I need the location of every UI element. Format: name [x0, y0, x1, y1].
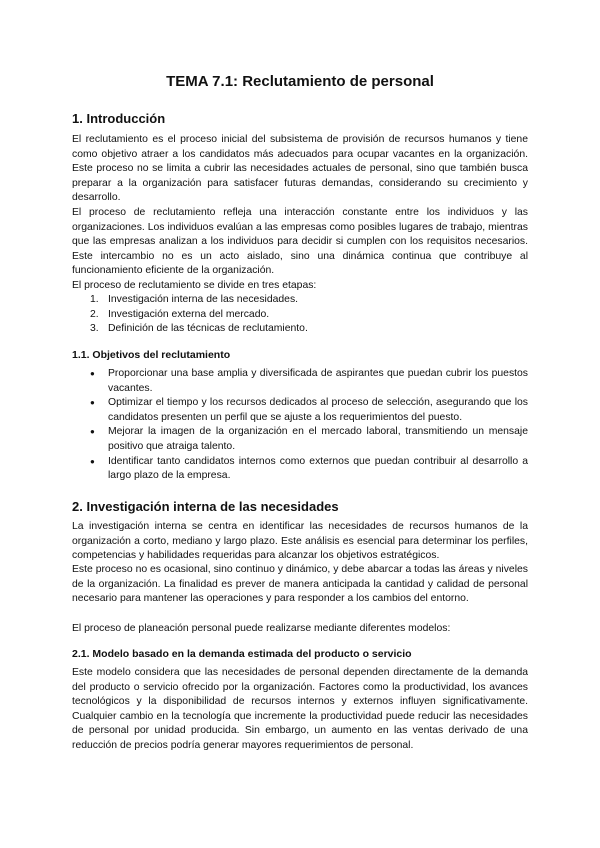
- list-item: [72, 455, 528, 484]
- list-item: [72, 396, 528, 425]
- intro-paragraph-1: El reclutamiento es el proceso inicial del subsistema de provisión de recursos humanos y tiene como objetivo atraer a los candidatos más adecuados para ocupar vacantes en la organización. Este proceso no se limita a cubrir las necesidades actuales de personal, sino que también busca preparar a la organización para satisfacer futuras demandas, considerando su crecimiento y desarrollo.: [72, 134, 528, 204]
- intro-paragraph-3: El proceso de reclutamiento se divide en tres etapas:: [72, 280, 317, 291]
- list-item-text: Definición de las técnicas de reclutamiento.: [108, 323, 308, 335]
- bullet-icon: ●: [90, 398, 95, 408]
- list-item-text: Mejorar la imagen de la organización en el mercado laboral, transmitiendo un mensaje positivo que atraiga talento.: [108, 426, 528, 452]
- internal-paragraph-1: La investigación interna se centra en identificar las necesidades de recursos humanos de la organización a corto, mediano y largo plazo. Este análisis es esencial para determinar los perfiles, competencias y habilidades requeridas para alcanzar los objetivos estratégicos.: [72, 521, 528, 562]
- subsection-heading-modelo: 2.1. Modelo basado en la demanda estimada del producto o servicio: [72, 648, 412, 660]
- list-item: [72, 322, 528, 337]
- internal-paragraph-3: El proceso de planeación personal puede realizarse mediante diferentes modelos:: [72, 623, 451, 634]
- objectives-list: [72, 367, 528, 484]
- model-paragraph-1: Este modelo considera que las necesidades de personal dependen directamente de la demanda del producto o servicio ofrecido por la organización. Factores como la productividad, los avances tecnológicos y la disponibilidad de recursos internos y externos influyen significativamente. Cualquier cambio en la tecnología que incremente la productividad puede reducir las necesidades de personal por unidad producida. Sin embargo, un aumento en las ventas derivado de una reducción de precios podría generar mayores requerimientos de personal.: [72, 667, 528, 751]
- bullet-icon: ●: [90, 369, 95, 378]
- list-item: [72, 308, 528, 323]
- bullet-icon: ●: [90, 456, 95, 466]
- document-title: TEMA 7.1: Reclutamiento de personal: [166, 73, 434, 90]
- subsection-heading-objetivos: 1.1. Objetivos del reclutamiento: [72, 349, 231, 361]
- list-item-text: Identificar tanto candidatos internos como externos que puedan contribuir al desarrollo a largo plazo de la empresa.: [108, 455, 528, 482]
- list-item-text: Optimizar el tiempo y los recursos dedicados al proceso de selección, asegurando que los candidatos presenten un perfil que se ajuste a los requerimientos del puesto.: [108, 397, 528, 423]
- list-number: 1.: [90, 294, 99, 305]
- internal-paragraph-2: Este proceso no es ocasional, sino continuo y dinámico, y debe abarcar a todas las áreas y niveles de la organización. La finalidad es prever de manera anticipada la cantidad y calidad de personal necesario para mantener las operaciones y para responder a los cambios del entorno.: [72, 564, 528, 605]
- list-item: [72, 425, 528, 454]
- list-item-text: Investigación externa del mercado.: [108, 308, 270, 320]
- list-number: 2.: [90, 308, 99, 320]
- section-heading-investigacion-interna: 2. Investigación interna de las necesidades: [72, 499, 339, 514]
- bullet-icon: ●: [90, 427, 95, 437]
- list-number: 3.: [90, 323, 99, 335]
- section-heading-introduccion: 1. Introducción: [72, 111, 166, 126]
- list-item-text: Proporcionar una base amplia y diversificada de aspirantes que puedan cubrir los puestos vacantes.: [108, 368, 528, 394]
- stages-list: [72, 293, 528, 337]
- list-item: [72, 293, 528, 308]
- list-item: [72, 367, 528, 396]
- intro-paragraph-2: El proceso de reclutamiento refleja una interacción constante entre los individuos y las organizaciones. Los individuos evalúan a las empresas como posibles lugares de trabajo, mientras que las empresas analizan a los individuos para decidir si cumplen con los requisitos necesarios. Este intercambio no es un acto aislado, sino una dinámica continua que contribuye al funcionamiento eficiente de la organización.: [72, 207, 528, 277]
- list-item-text: Investigación interna de las necesidades.: [108, 294, 299, 305]
